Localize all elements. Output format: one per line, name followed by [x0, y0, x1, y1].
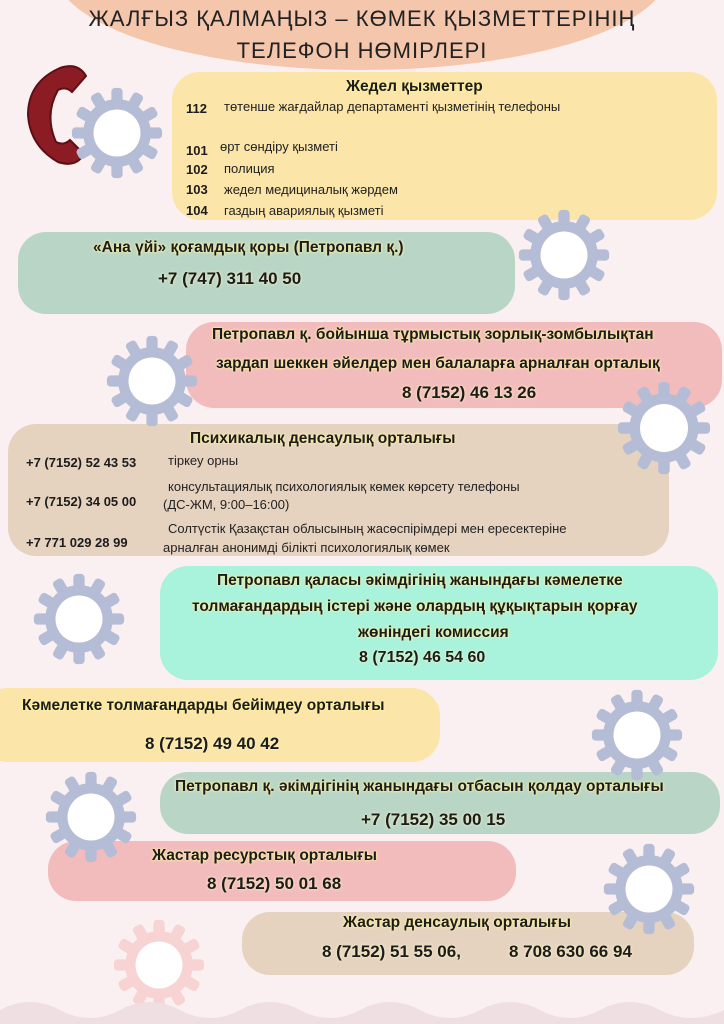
mental-health-label-3b: арналған анонимді білікті психологиялық көмек [163, 540, 450, 555]
youth-health-phone-2[interactable]: 8 708 630 66 94 [509, 942, 632, 961]
emergency-label-104: газдың авариялық қызметі [224, 203, 384, 218]
bottom-wave-decoration [0, 990, 724, 1024]
youth-resource-phone[interactable]: 8 (7152) 50 01 68 [207, 874, 342, 893]
minors-commission-heading-line1: Петропавл қаласы әкімдігінің жанындағы кәмелетке [217, 572, 623, 589]
violence-center-heading-line1: Петропавл қ. бойынша тұрмыстық зорлық-зомбылықтан [212, 326, 654, 343]
gear-icon [517, 208, 611, 302]
page-title-line2: ТЕЛЕФОН НӨМІРЛЕРІ [236, 38, 488, 63]
emergency-label-101: өрт сөндіру қызметі [220, 139, 338, 154]
gear-icon [590, 688, 684, 782]
gear-icon [105, 334, 199, 428]
youth-health-phone-1[interactable]: 8 (7152) 51 55 06, [322, 942, 461, 961]
emergency-number-101[interactable]: 101 [186, 143, 208, 158]
mental-health-phone-3[interactable]: +7 771 029 28 99 [26, 535, 128, 550]
gear-icon [602, 842, 696, 936]
ana-uyi-heading: «Ана үйі» қоғамдық қоры (Петропавл қ.) [93, 239, 404, 256]
mental-health-label-2b: (ДС-ЖМ, 9:00–16:00) [163, 497, 290, 512]
family-support-heading: Петропавл қ. әкімдігінің жанындағы отбасын қолдау орталығы [175, 778, 664, 795]
emergency-number-103[interactable]: 103 [186, 182, 208, 197]
youth-resource-heading: Жастар ресурстық орталығы [152, 847, 378, 864]
adaptation-center-phone[interactable]: 8 (7152) 49 40 42 [145, 734, 280, 753]
gear-icon [32, 572, 126, 666]
gear-icon [616, 380, 712, 476]
emergency-label-103: жедел медициналық жәрдем [224, 182, 398, 197]
emergency-number-102[interactable]: 102 [186, 162, 208, 177]
adaptation-center-heading: Кәмелетке толмағандарды бейімдеу орталығы [22, 697, 385, 714]
mental-health-label-3a: Солтүстік Қазақстан облысының жасөспірімдері мен ересектеріне [168, 521, 567, 536]
minors-commission-heading-line2: толмағандардың істері және олардың құқықтарын қорғау [192, 598, 638, 615]
emergency-number-104[interactable]: 104 [186, 203, 208, 218]
gear-icon [44, 770, 138, 864]
mental-health-label-2a: консультациялық психологиялық көмек көрсету телефоны [168, 479, 520, 494]
emergency-label-102: полиция [224, 161, 275, 176]
mental-health-phone-1[interactable]: +7 (7152) 52 43 53 [26, 455, 137, 470]
mental-health-heading: Психикалық денсаулық орталығы [190, 430, 456, 447]
minors-commission-phone[interactable]: 8 (7152) 46 54 60 [359, 649, 486, 666]
mental-health-phone-2[interactable]: +7 (7152) 34 05 00 [26, 494, 137, 509]
youth-health-heading: Жастар денсаулық орталығы [343, 914, 571, 931]
emergency-label-112: төтенше жағдайлар департаменті қызметінің телефоны [224, 99, 561, 114]
minors-commission-heading-line3: жөніндегі комиссия [358, 624, 509, 641]
ana-uyi-phone[interactable]: +7 (747) 311 40 50 [158, 269, 302, 288]
violence-center-heading-line2: зардап шеккен әйелдер мен балаларға арналған орталық [216, 355, 660, 372]
family-support-phone[interactable]: +7 (7152) 35 00 15 [361, 810, 506, 829]
gear-icon [70, 86, 164, 180]
mental-health-label-1: тіркеу орны [168, 453, 239, 468]
violence-center-phone[interactable]: 8 (7152) 46 13 26 [402, 383, 537, 402]
page-title-line1: ЖАЛҒЫЗ ҚАЛМАҢЫЗ – КӨМЕК ҚЫЗМЕТТЕРІНІҢ [88, 6, 636, 31]
emergency-number-112[interactable]: 112 [186, 101, 207, 116]
emergency-heading: Жедел қызметтер [346, 78, 483, 95]
